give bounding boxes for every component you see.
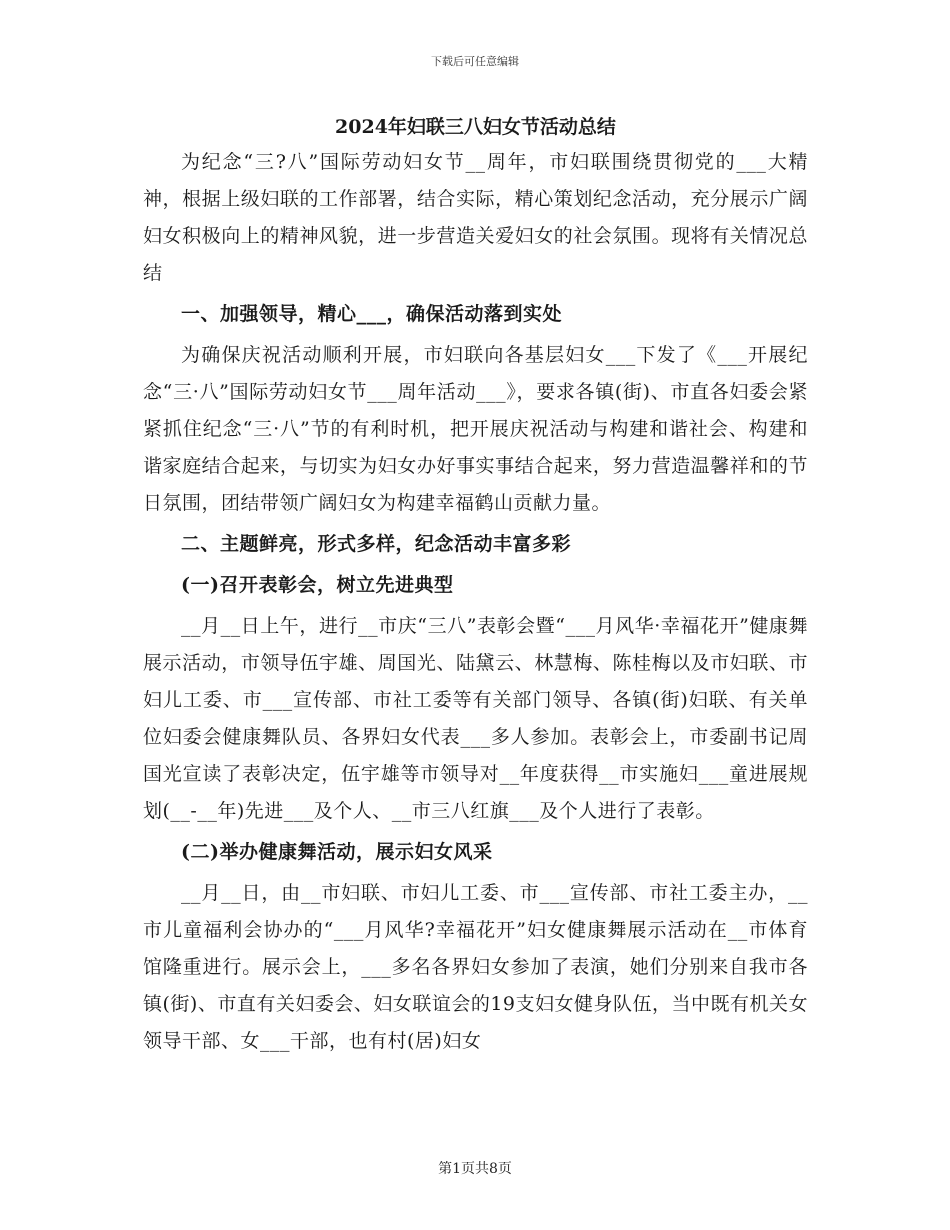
header-note: 下载后可任意编辑 [431, 55, 519, 68]
section-heading-1: 一、加强领导，精心___，确保活动落到实处 [181, 303, 563, 325]
paragraph-section-1: 为确保庆祝活动顺利开展，市妇联向各基层妇女___下发了《___开展纪念“三·八”国际劳动妇女节___周年活动___》，要求各镇(街)、市直各妇委会紧紧抓住纪念“三·八”节的有利时机，把开展庆祝活动与构建和谐社会、构建和谐家庭结合起来，与切实为妇女办好事实事结合起来，努力营造温馨祥和的节日氛围，团结带领广阔妇女为构建幸福鹤山贡献力量。 [143, 344, 808, 514]
document-title: 2024年妇联三八妇女节活动总结 [335, 116, 616, 138]
paragraph-subsection-1: __月__日上午，进行__市庆“三八”表彰会暨“___月风华·幸福花开”健康舞展示活动，市领导伍宇雄、周国光、陆黛云、林慧梅、陈桂梅以及市妇联、市妇儿工委、市___宣传部、市社工委等有关部门领导、各镇(街)妇联、有关单位妇委会健康舞队员、各界妇女代表___多人参加。表彰会上，市委副书记周国光宣读了表彰决定，伍宇雄等市领导对__年度获得__市实施妇___童进展规划(__-__年)先进___及个人、__市三八红旗___及个人进行了表彰。 [143, 615, 808, 822]
page-number-footer: 第1页共8页 [438, 1161, 512, 1177]
subsection-heading-2: (二)举办健康舞活动，展示妇女风采 [181, 841, 493, 863]
section-heading-2: 二、主题鲜亮，形式多样，纪念活动丰富多彩 [181, 533, 572, 555]
paragraph-intro: 为纪念“三?八”国际劳动妇女节__周年，市妇联围绕贯彻党的___大精神，根据上级妇联的工作部署，结合实际，精心策划纪念活动，充分展示广阔妇女积极向上的精神风貌，进一步营造关爱妇女的社会氛围。现将有关情况总结 [143, 151, 808, 284]
document-body [143, 112, 808, 1060]
paragraph-subsection-2: __月__日，由__市妇联、市妇儿工委、市___宣传部、市社工委主办，__市儿童福利会协办的“___月风华?幸福花开”妇女健康舞展示活动在__市体育馆隆重进行。展示会上，___多名各界妇女参加了表演，她们分别来自我市各镇(街)、市直有关妇委会、妇女联谊会的19支妇女健身队伍，当中既有机关女领导干部、女___干部，也有村(居)妇女 [143, 882, 809, 1052]
subsection-heading-1: (一)召开表彰会，树立先进典型 [181, 574, 454, 596]
